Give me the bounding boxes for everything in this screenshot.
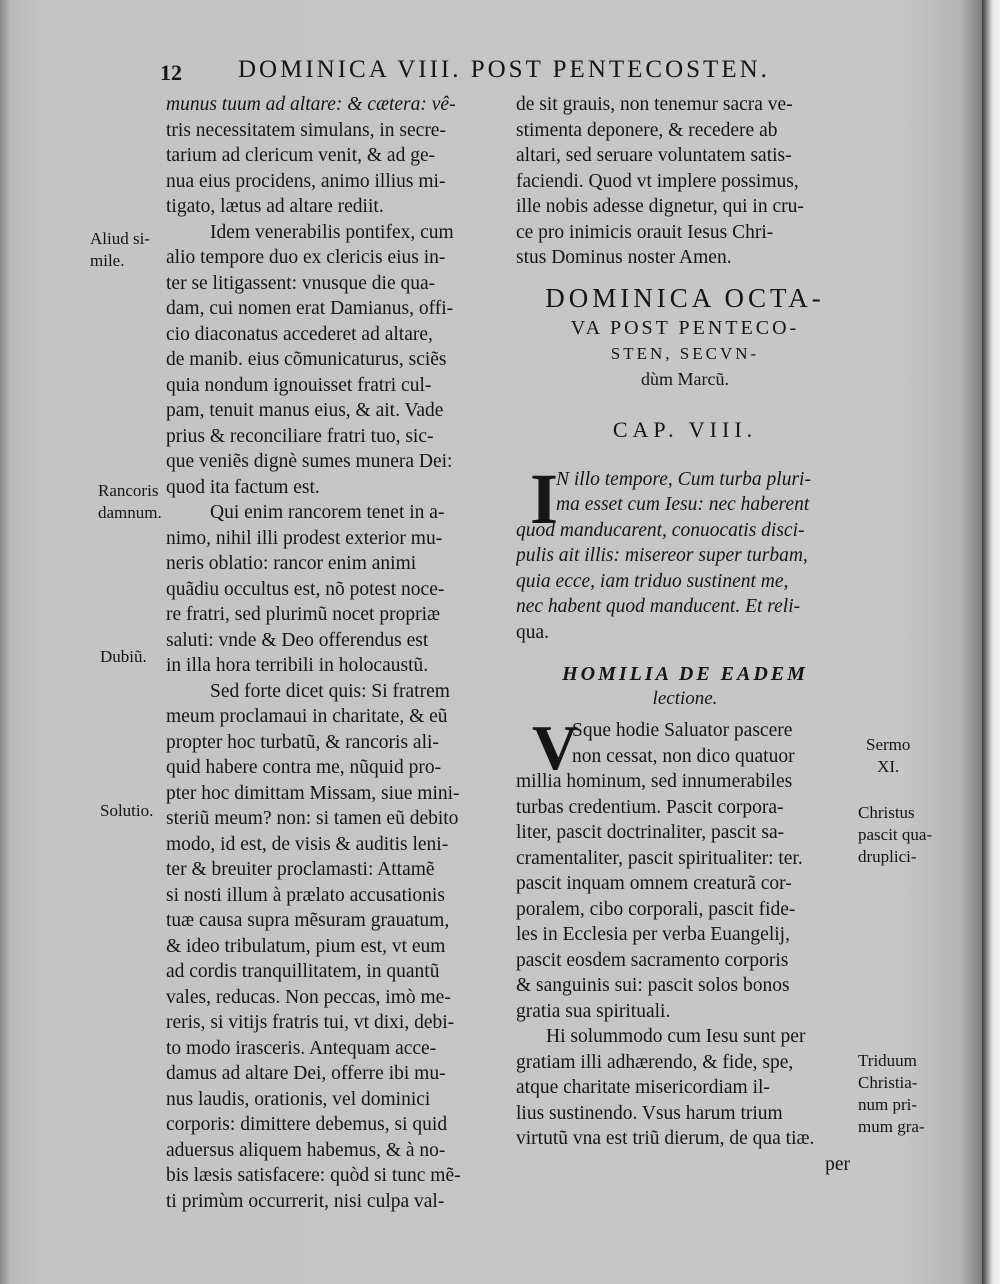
text-line: alio tempore duo ex clericis eius in- <box>166 247 446 268</box>
text-line: cio diaconatus accederet ad altare, <box>166 323 433 345</box>
text-line: pascit eosdem sacramento corporis <box>516 949 789 971</box>
text-line: vales, reducas. Non peccas, imò me- <box>166 986 451 1008</box>
text-line: pam, tenuit manus eius, & ait. Vade <box>166 400 444 421</box>
text-line: pascit inquam omnem creaturã cor- <box>516 873 792 894</box>
gospel-passage <box>516 458 854 646</box>
text-line: si nosti illum à prælato accusationis <box>166 884 445 906</box>
section-title-line: STEN, SECVN- <box>610 343 760 363</box>
text-line: tarium ad clericum venit, & ad ge- <box>166 145 436 166</box>
margin-note-sermo <box>866 734 910 778</box>
text-line: munus tuum ad altare: & cætera: vê- <box>166 94 456 115</box>
text-line: Sque hodie Saluator pascere <box>572 720 793 741</box>
running-head: DOMINICA VIII. POST PENTECOSTEN. <box>238 56 770 83</box>
text-line: stus Dominus noster Amen. <box>516 247 732 268</box>
text-line: tuæ causa supra mẽsuram grauatum, <box>166 910 450 931</box>
text-line: quia nondum ignouisset fratri cul- <box>166 374 432 396</box>
text-line: les in Ecclesia per verba Euangelij, <box>516 924 790 945</box>
text-line: altari, sed seruare voluntatem satis- <box>516 145 792 166</box>
text-line: ille nobis adesse dignetur, qui in cru- <box>516 196 804 217</box>
text-line: Sed forte dicet quis: Si fratrem <box>210 680 450 702</box>
text-line: atque charitate misericordiam il- <box>516 1077 770 1098</box>
text-line: aduersus aliquem habemus, & à no- <box>166 1139 446 1161</box>
text-line: nec habent quod manducent. Et reli- <box>516 596 801 617</box>
section-title-line: dùm Marcũ. <box>641 368 729 389</box>
text-line: non cessat, non dico quatuor <box>572 745 795 767</box>
text-line: nua eius procidens, animo illius mi- <box>166 170 446 192</box>
text-line: N illo tempore, Cum turba pluri- <box>556 468 811 490</box>
text-line: Qui enim rancorem tenet in a- <box>210 502 445 523</box>
margin-note-line: XI. <box>877 757 900 776</box>
margin-note-dubium: Dubiũ. <box>100 647 147 666</box>
text-line: reris, si vitijs fratris tui, vt dixi, debi- <box>166 1012 455 1033</box>
margin-note-line: num pri- <box>858 1095 918 1114</box>
text-line: de manib. eius cõmunicaturus, sciẽs <box>166 349 447 370</box>
margin-note-christus <box>858 802 932 868</box>
text-line: neris oblatio: rancor enim animi <box>166 553 417 574</box>
text-line: ter se litigassent: vnusque die qua- <box>166 272 436 294</box>
text-line: gratia sua spirituali. <box>516 1000 671 1022</box>
text-line: ma esset cum Iesu: nec haberent <box>556 494 810 515</box>
section-title-line: DOMINICA OCTA- <box>545 282 825 313</box>
text-line: lius sustinendo. Vsus harum trium <box>516 1102 783 1124</box>
text-line: nimo, nihil illi prodest exterior mu- <box>166 527 443 549</box>
text-line: Idem venerabilis pontifex, cum <box>210 221 454 243</box>
text-line: quãdiu occultus est, nõ potest noce- <box>166 578 445 600</box>
text-line: quod ita factum est. <box>166 476 320 498</box>
text-line: ce pro inimicis orauit Iesus Chri- <box>516 221 774 243</box>
text-line: qua. <box>516 621 550 643</box>
text-line: modo, id est, de visis & auditis leni- <box>166 833 449 855</box>
text-line: virtutũ vna est triũ dierum, de qua tiæ. <box>516 1128 815 1149</box>
margin-note-line: Sermo <box>866 735 911 754</box>
margin-note-line: pascit qua- <box>858 825 933 844</box>
margin-note-line: mile. <box>90 251 125 270</box>
drop-cap: V <box>532 712 579 783</box>
margin-note-rancoris <box>98 480 162 524</box>
text-line: ter & breuiter proclamasti: Attamẽ <box>166 859 435 880</box>
text-line: pter hoc dimittam Missam, siue mini- <box>166 782 460 804</box>
text-line: turbas credentium. Pascit corpora- <box>516 796 784 818</box>
section-title <box>516 281 854 391</box>
homily-heading: HOMILIA DE EADEM <box>562 663 808 685</box>
homily-subheading: lectione. <box>652 688 718 709</box>
margin-note-line: druplici- <box>858 847 917 866</box>
text-line: quia ecce, iam triduo sustinent me, <box>516 570 789 592</box>
margin-note-solutio: Solutio. <box>100 801 154 820</box>
book-gutter <box>982 0 1000 1284</box>
margin-note-line: Christia- <box>858 1073 918 1092</box>
text-line: dam, cui nomen erat Damianus, offi- <box>166 298 454 319</box>
margin-note-line: Triduum <box>858 1051 917 1070</box>
catchword: per <box>825 1153 850 1175</box>
text-line: bis læsis satisfacere: quòd si tunc mẽ- <box>166 1165 461 1186</box>
margin-note-aliud-simile <box>90 228 150 272</box>
text-line: gratiam illi adhærendo, & fide, spe, <box>516 1051 794 1073</box>
text-line: de sit grauis, non tenemur sacra ve- <box>516 94 793 115</box>
margin-note-line: Christus <box>858 803 915 822</box>
text-line: ti primùm occurrerit, nisi culpa val- <box>166 1190 445 1212</box>
text-line: faciendi. Quod vt implere possimus, <box>516 170 799 192</box>
left-column <box>166 92 512 1214</box>
text-line: tigato, lætus ad altare rediit. <box>166 196 384 217</box>
text-line: tris necessitatem simulans, in secre- <box>166 119 446 141</box>
text-line: nus laudis, orationis, vel dominici <box>166 1088 431 1110</box>
text-line: to modo irasceris. Antequam acce- <box>166 1037 437 1059</box>
margin-note-line: mum gra- <box>858 1117 925 1136</box>
text-line: damus ad altare Dei, offerre ibi mu- <box>166 1063 446 1084</box>
margin-note-line: damnum. <box>98 503 162 522</box>
text-line: quid habere contra me, nũquid pro- <box>166 757 442 778</box>
text-line: meum proclamaui in charitate, & eũ <box>166 706 448 727</box>
text-line: re fratri, sed plurimũ nocet propriæ <box>166 604 440 625</box>
text-line: que veniẽs dignè sumes munera Dei: <box>166 451 453 472</box>
margin-note-triduum <box>858 1050 925 1138</box>
text-line: & ideo tribulatum, pium est, vt eum <box>166 935 446 957</box>
text-line: millia hominum, sed innumerabiles <box>516 771 793 792</box>
text-line: cramentaliter, pascit spiritualiter: ter. <box>516 847 803 869</box>
text-line: corporis: dimittere debemus, si quid <box>166 1114 448 1135</box>
text-line: saluti: vnde & Deo offerendus est <box>166 629 429 651</box>
chapter-heading: CAP. VIII. <box>612 416 758 442</box>
section-title-line: VA POST PENTECO- <box>570 316 800 339</box>
margin-note-line: Aliud si- <box>90 229 150 248</box>
text-line: steriũ meum? non: si tamen eũ debito <box>166 808 459 829</box>
text-line: pulis ait illis: misereor super turbam, <box>516 545 808 566</box>
text-line: & sanguinis sui: pascit solos bonos <box>516 975 790 996</box>
text-line: propter hoc turbatũ, & rancoris ali- <box>166 731 439 753</box>
text-line: stimenta deponere, & recedere ab <box>516 119 778 141</box>
text-line: poralem, cibo corporali, pascit fide- <box>516 898 796 920</box>
text-line: in illa hora terribili in holocaustũ. <box>166 655 429 676</box>
text-line: Hi solummodo cum Iesu sunt per <box>546 1026 806 1047</box>
text-line: ad cordis tranquillitatem, in quantũ <box>166 961 440 982</box>
margin-note-line: Rancoris <box>98 481 159 500</box>
folio-number: 12 <box>160 60 182 85</box>
text-line: liter, pascit doctrinaliter, pascit sa- <box>516 822 785 843</box>
text-line: prius & reconciliare fratri tuo, sic- <box>166 425 434 447</box>
homily-text <box>516 712 854 1152</box>
drop-cap: I <box>530 458 559 539</box>
right-column <box>516 92 854 1177</box>
text-line: quod manducarent, conuocatis disci- <box>516 519 805 541</box>
